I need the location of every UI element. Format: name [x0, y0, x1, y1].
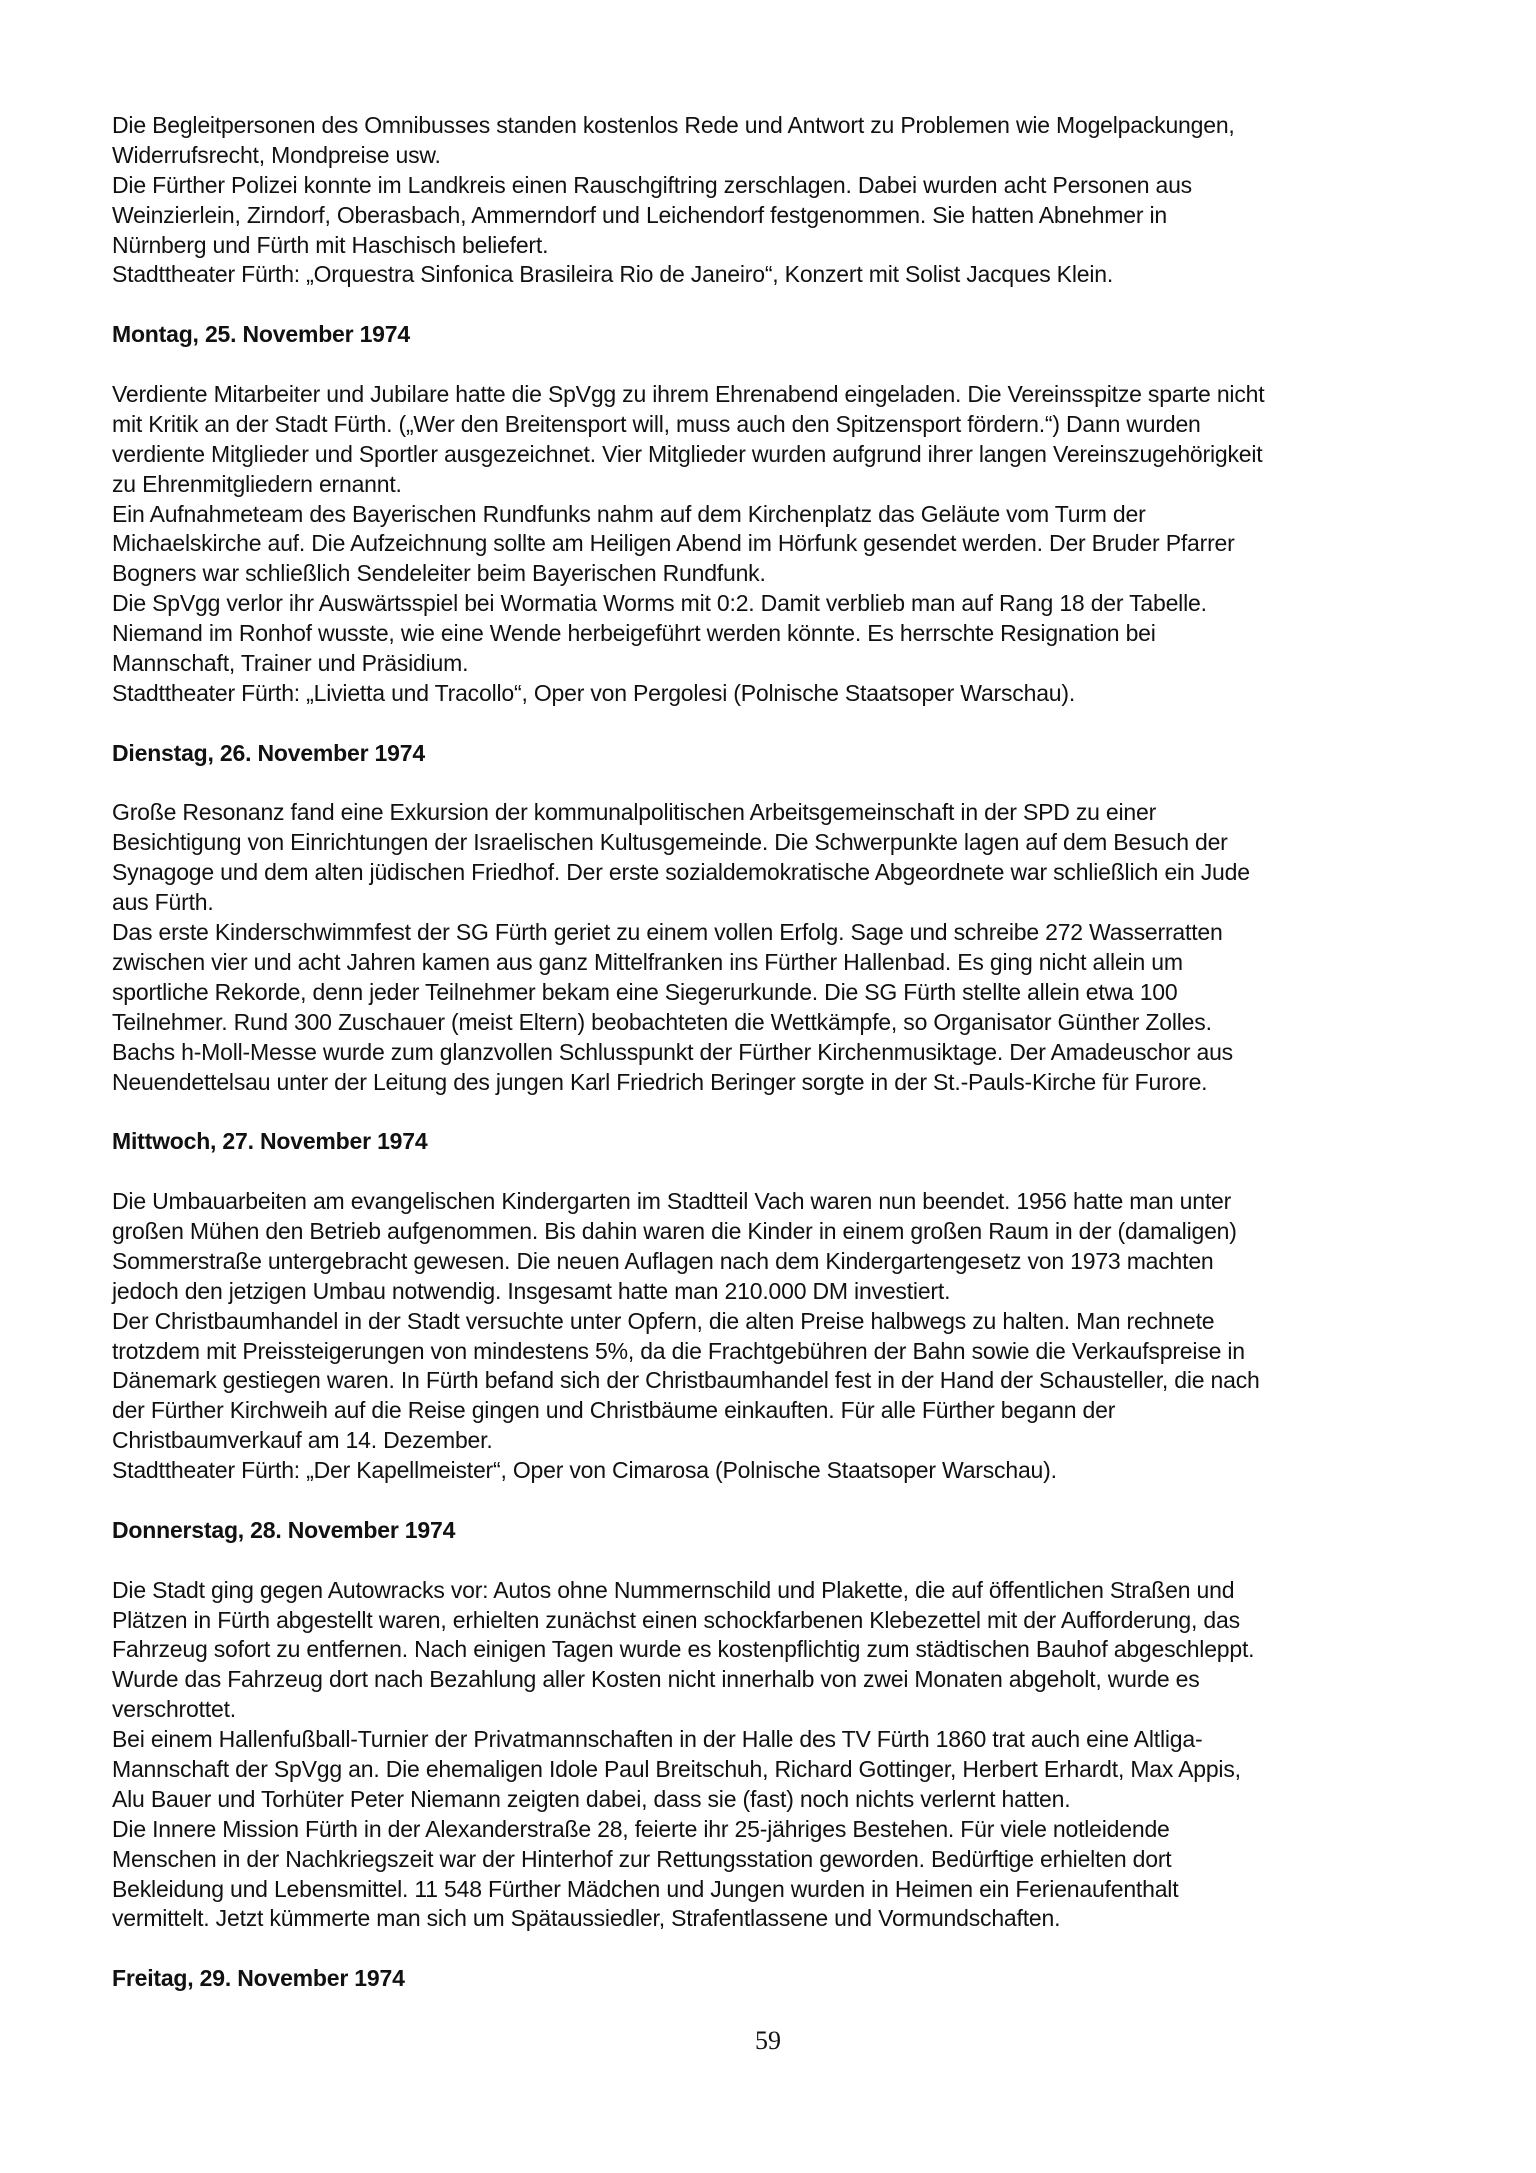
text-line: Die Begleitpersonen des Omnibusses standen kostenlos Rede und Antwort zu Problemen wie Mogelpackungen, [112, 112, 1235, 138]
date-heading: Mittwoch, 27. November 1974 [112, 1128, 428, 1155]
text-line: zwischen vier und acht Jahren kamen aus ganz Mittelfranken ins Fürther Hallenbad. Es ging nicht allein um [112, 948, 1183, 975]
text-line: Bachs h-Moll-Messe wurde zum glanzvollen Schlusspunkt der Fürther Kirchenmusiktage. Der Amadeuschor aus [112, 1038, 1233, 1065]
text-line: Plätzen in Fürth abgestellt waren, erhielten zunächst einen schockfarbenen Klebezettel mit der Aufforderung, das [112, 1606, 1240, 1633]
text-line: vermittelt. Jetzt kümmerte man sich um Spätaussiedler, Strafentlassene und Vormundschaften. [112, 1905, 1061, 1932]
blank-line [112, 1486, 1452, 1516]
text-line: Große Resonanz fand eine Exkursion der kommunalpolitischen Arbeitsgemeinschaft in der SPD zu einer [112, 799, 1157, 826]
text-line: jedoch den jetzigen Umbau notwendig. Insgesamt hatte man 210.000 DM investiert. [112, 1277, 951, 1304]
text-line: Menschen in der Nachkriegszeit war der Hinterhof zur Rettungsstation geworden. Bedürftige erhielten dort [112, 1845, 1172, 1872]
text-line: großen Mühen den Betrieb aufgenommen. Bis dahin waren die Kinder in einem großen Raum in der (damaligen) [112, 1217, 1237, 1244]
text-line: Widerrufsrecht, Mondpreise usw. [112, 141, 441, 168]
blank-line [112, 1546, 1452, 1576]
blank-line [112, 350, 1452, 380]
text-line: Die Stadt ging gegen Autowracks vor: Autos ohne Nummernschild und Plakette, die auf öffentlichen Straßen und [112, 1576, 1235, 1603]
text-line: mit Kritik an der Stadt Fürth. („Wer den Breitensport will, muss auch den Spitzensport fördern.“) Dann wurden [112, 410, 1201, 437]
blank-line [112, 1097, 1452, 1127]
text-line: Mannschaft, Trainer und Präsidium. [112, 650, 469, 677]
blank-line [112, 290, 1452, 320]
text-line: aus Fürth. [112, 889, 214, 916]
date-heading: Montag, 25. November 1974 [112, 321, 410, 348]
text-line: verdiente Mitglieder und Sportler ausgezeichnet. Vier Mitglieder wurden aufgrund ihrer langen Vereinszugehörigkeit [112, 440, 1263, 467]
text-line: Bogners war schließlich Sendeleiter beim Bayerischen Rundfunk. [112, 560, 766, 587]
text-line: Michaelskirche auf. Die Aufzeichnung sollte am Heiligen Abend im Hörfunk gesendet werden. Der Bruder Pfarrer [112, 530, 1235, 557]
blank-line [112, 1157, 1452, 1187]
text-line: Bekleidung und Lebensmittel. 11 548 Fürther Mädchen und Jungen wurden in Heimen ein Ferienaufenthalt [112, 1875, 1179, 1902]
text-line: Bei einem Hallenfußball-Turnier der Privatmannschaften in der Halle des TV Fürth 1860 trat auch eine Altliga- [112, 1726, 1203, 1753]
text-line: Christbaumverkauf am 14. Dezember. [112, 1427, 493, 1454]
document-body [112, 111, 1452, 1994]
date-heading: Donnerstag, 28. November 1974 [112, 1516, 456, 1543]
text-line: Synagoge und dem alten jüdischen Friedhof. Der erste sozialdemokratische Abgeordnete war schließlich ein Jude [112, 859, 1250, 886]
text-line: Dänemark gestiegen waren. In Fürth befand sich der Christbaumhandel fest in der Hand der Schausteller, die nach [112, 1367, 1260, 1394]
text-line: Stadttheater Fürth: „Livietta und Tracollo“, Oper von Pergolesi (Polnische Staatsoper Warschau). [112, 679, 1076, 706]
text-line: Stadttheater Fürth: „Der Kapellmeister“, Oper von Cimarosa (Polnische Staatsoper Warschau). [112, 1457, 1057, 1484]
text-line: Wurde das Fahrzeug dort nach Bezahlung aller Kosten nicht innerhalb von zwei Monaten abgeholt, wurde es [112, 1666, 1200, 1693]
text-line: Nürnberg und Fürth mit Haschisch beliefert. [112, 231, 549, 258]
text-line: Die Fürther Polizei konnte im Landkreis einen Rauschgiftring zerschlagen. Dabei wurden acht Personen aus [112, 171, 1192, 198]
blank-line [112, 769, 1452, 799]
text-line: Die Umbauarbeiten am evangelischen Kindergarten im Stadtteil Vach waren nun beendet. 1956 hatte man unter [112, 1188, 1232, 1215]
text-line: Alu Bauer und Torhüter Peter Niemann zeigten dabei, dass sie (fast) noch nichts verlernt hatten. [112, 1785, 1071, 1812]
text-line: Die SpVgg verlor ihr Auswärtsspiel bei Wormatia Worms mit 0:2. Damit verblieb man auf Rang 18 der Tabelle. [112, 590, 1207, 617]
blank-line [112, 709, 1452, 739]
text-line: Ein Aufnahmeteam des Bayerischen Rundfunks nahm auf dem Kirchenplatz das Geläute vom Turm der [112, 500, 1146, 527]
text-line: Die Innere Mission Fürth in der Alexanderstraße 28, feierte ihr 25-jähriges Bestehen. Für viele notleidende [112, 1815, 1170, 1842]
date-heading: Freitag, 29. November 1974 [112, 1965, 405, 1992]
blank-line [112, 1934, 1452, 1964]
text-line: Weinzierlein, Zirndorf, Oberasbach, Ammerndorf und Leichendorf festgenommen. Sie hatten Abnehmer in [112, 201, 1167, 228]
text-line: Das erste Kinderschwimmfest der SG Fürth geriet zu einem vollen Erfolg. Sage und schreibe 272 Wasserratten [112, 919, 1223, 946]
text-line: Neuendettelsau unter der Leitung des jungen Karl Friedrich Beringer sorgte in der St.-Pauls-Kirche für Furore. [112, 1068, 1208, 1095]
text-line: Sommerstraße untergebracht gewesen. Die neuen Auflagen nach dem Kindergartengesetz von 1973 machten [112, 1247, 1214, 1274]
text-line: Besichtigung von Einrichtungen der Israelischen Kultusgemeinde. Die Schwerpunkte lagen auf dem Besuch der [112, 829, 1228, 856]
date-heading: Dienstag, 26. November 1974 [112, 739, 425, 766]
text-line: zu Ehrenmitgliedern ernannt. [112, 470, 402, 497]
text-line: der Fürther Kirchweih auf die Reise gingen und Christbäume einkauften. Für alle Fürther begann der [112, 1397, 1116, 1424]
text-line: Niemand im Ronhof wusste, wie eine Wende herbeigeführt werden könnte. Es herrschte Resignation bei [112, 620, 1156, 647]
text-line: verschrottet. [112, 1696, 236, 1723]
text-line: trotzdem mit Preissteigerungen von mindestens 5%, da die Frachtgebühren der Bahn sowie die Verkaufspreise in [112, 1337, 1245, 1364]
text-line: Teilnehmer. Rund 300 Zuschauer (meist Eltern) beobachteten die Wettkämpfe, so Organisator Günther Zolles. [112, 1008, 1212, 1035]
text-line: Mannschaft der SpVgg an. Die ehemaligen Idole Paul Breitschuh, Richard Gottinger, Herbert Erhardt, Max Appis, [112, 1755, 1241, 1782]
text-line: Verdiente Mitarbeiter und Jubilare hatte die SpVgg zu ihrem Ehrenabend eingeladen. Die Vereinsspitze sparte nicht [112, 381, 1265, 408]
text-line: sportliche Rekorde, denn jeder Teilnehmer bekam eine Siegerurkunde. Die SG Fürth stellte allein etwa 100 [112, 978, 1178, 1005]
text-line: Stadttheater Fürth: „Orquestra Sinfonica Brasileira Rio de Janeiro“, Konzert mit Solist Jacques Klein. [112, 261, 1114, 288]
text-line: Fahrzeug sofort zu entfernen. Nach einigen Tagen wurde es kostenpflichtig zum städtischen Bauhof abgeschleppt. [112, 1636, 1255, 1663]
page-number: 59 [755, 2026, 781, 2055]
text-line: Der Christbaumhandel in der Stadt versuchte unter Opfern, die alten Preise halbwegs zu halten. Man rechnete [112, 1307, 1215, 1334]
